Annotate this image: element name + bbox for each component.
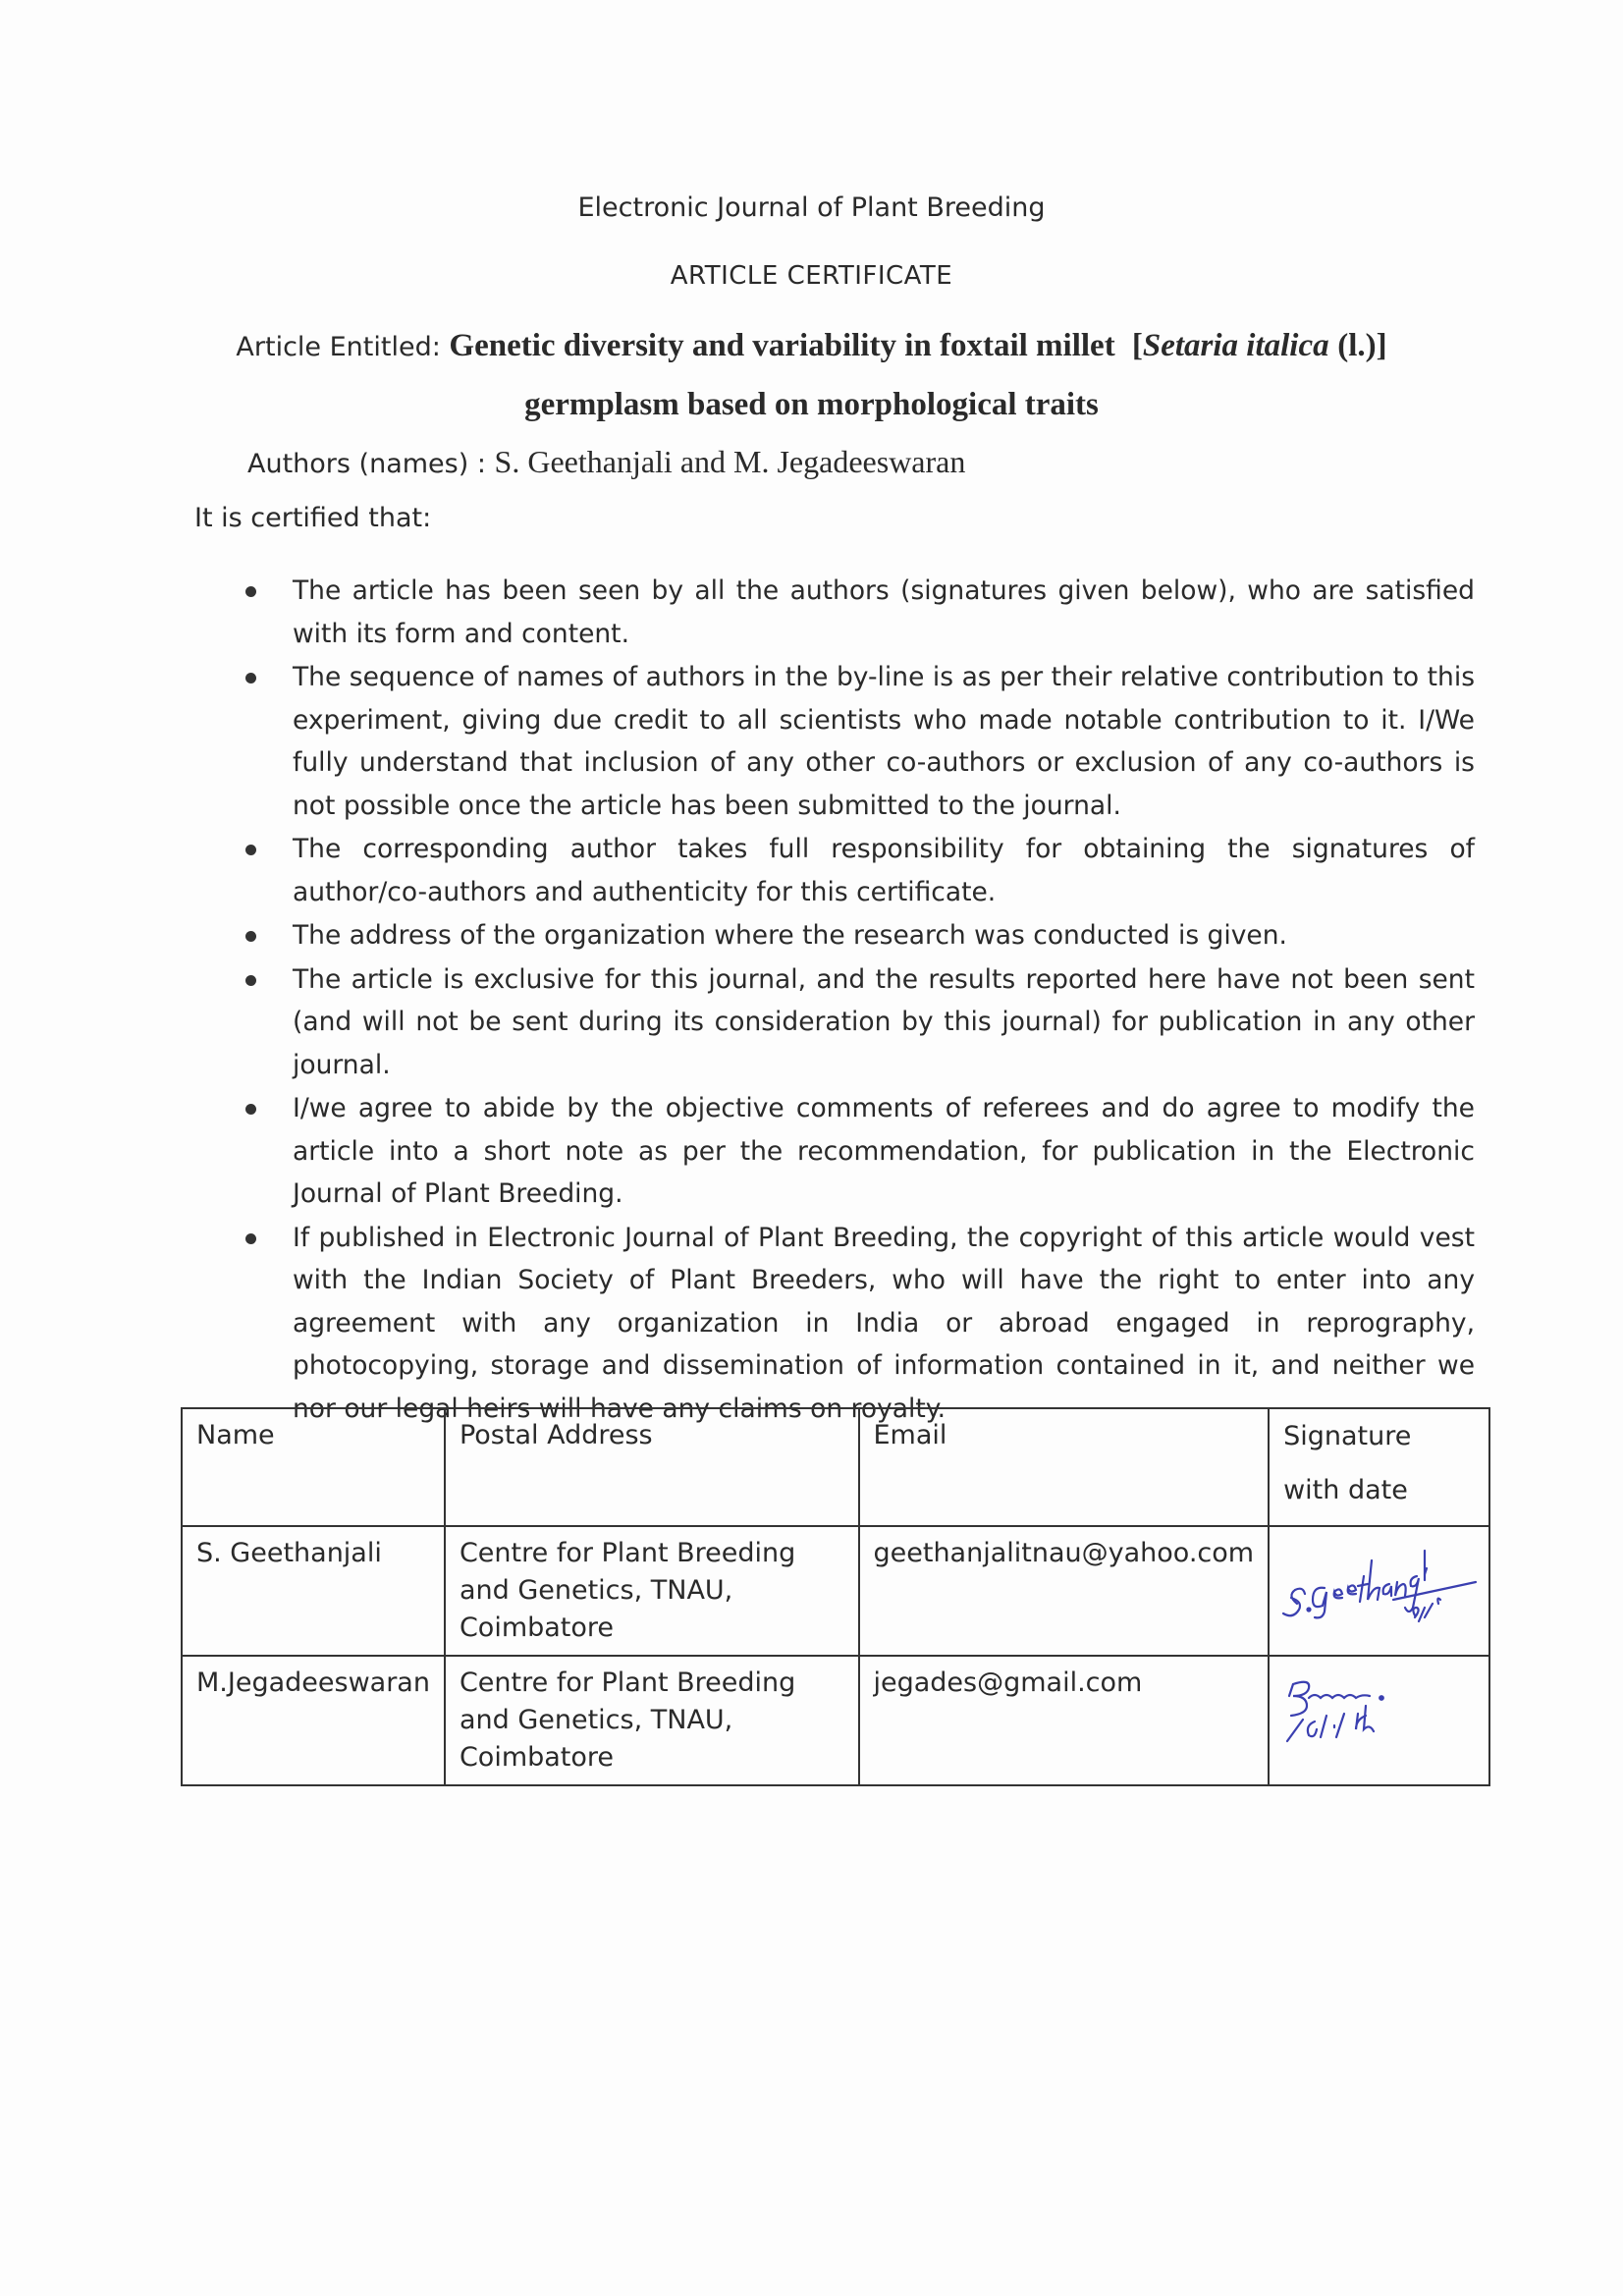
article-title-line-1 xyxy=(0,328,1623,364)
author-name: S. Geethanjali xyxy=(182,1526,445,1656)
table-row xyxy=(182,1526,1489,1656)
certification-point xyxy=(236,914,1475,957)
certification-point xyxy=(236,656,1475,827)
certification-point xyxy=(236,1087,1475,1216)
header-signature: Signature with date xyxy=(1269,1408,1489,1526)
document-type-heading: ARTICLE CERTIFICATE xyxy=(670,261,953,291)
authors-line xyxy=(247,444,965,480)
bullet-icon xyxy=(245,975,256,986)
author-email: jegades@gmail.com xyxy=(859,1656,1270,1785)
table-header-row xyxy=(182,1408,1489,1526)
article-entitled-label: Article Entitled: xyxy=(236,332,441,362)
certification-points xyxy=(236,570,1475,1431)
point-text: If published in Electronic Journal of Plant Breeding, the copyright of this article would vest with the Indian Society of Plant Breeders, who will have the right to enter into any agreement with any organization in India or abroad engaged in reprography, photocopying, storage and dissemination of information contained in it, and neither we nor our legal heirs will have any claims on royalty. xyxy=(293,1222,1475,1424)
species-bracket-close: (l.)] xyxy=(1337,328,1387,363)
bullet-icon xyxy=(245,1233,256,1244)
certification-point xyxy=(236,570,1475,655)
bullet-icon xyxy=(245,1104,256,1115)
point-text: The address of the organization where the research was conducted is given. xyxy=(293,920,1287,951)
article-title-part-1: Genetic diversity and variability in foxtail millet xyxy=(449,328,1115,363)
signature-image xyxy=(1270,1657,1491,1767)
point-text: The article has been seen by all the authors (signatures given below), who are satisfied with its form and content. xyxy=(293,575,1475,649)
author-name: M.Jegadeeswaran xyxy=(182,1656,445,1785)
species-bracket-open: [ xyxy=(1131,328,1143,363)
species-name: Setaria italica xyxy=(1142,328,1329,363)
author-signature xyxy=(1269,1656,1489,1785)
certified-intro: It is certified that: xyxy=(194,503,432,533)
author-email: geethanjalitnau@yahoo.com xyxy=(859,1526,1270,1656)
author-address: Centre for Plant Breeding and Genetics, TNAU, Coimbatore xyxy=(445,1656,859,1785)
authors-label: Authors (names) : xyxy=(247,449,486,479)
bullet-icon xyxy=(245,673,256,683)
journal-name: Electronic Journal of Plant Breeding xyxy=(577,192,1046,223)
article-title-part-2: germplasm based on morphological traits xyxy=(524,387,1099,422)
bullet-icon xyxy=(245,931,256,942)
author-address: Centre for Plant Breeding and Genetics, TNAU, Coimbatore xyxy=(445,1526,859,1656)
bullet-icon xyxy=(245,845,256,855)
header-name: Name xyxy=(182,1408,445,1526)
point-text: The corresponding author takes full responsibility for obtaining the signatures of author/co-authors and authenticity for this certificate. xyxy=(293,834,1475,907)
certification-point xyxy=(236,828,1475,913)
point-text: The article is exclusive for this journal, and the results reported here have not been sent (and will not be sent during its consideration by this journal) for publication in any other journal. xyxy=(293,963,1475,1080)
point-text: The sequence of names of authors in the by-line is as per their relative contribution to this experiment, giving due credit to all scientists who made notable contribution to it. I/We fully understand that inclusion of any other co-authors or exclusion of any co-authors is not possible once the article has been submitted to the journal. xyxy=(293,662,1475,821)
author-signature xyxy=(1269,1526,1489,1656)
signature-image xyxy=(1270,1527,1491,1637)
authors-names: S. Geethanjali and M. Jegadeeswaran xyxy=(494,444,966,479)
bullet-icon xyxy=(245,586,256,597)
certification-point xyxy=(236,1217,1475,1431)
authors-table xyxy=(181,1407,1490,1786)
table-row xyxy=(182,1656,1489,1785)
point-text: I/we agree to abide by the objective comments of referees and do agree to modify the article into a short note as per the recommendation, for publication in the Electronic Journal of Plant Breeding. xyxy=(293,1093,1475,1209)
header-postal-address: Postal Address xyxy=(445,1408,859,1526)
certification-point xyxy=(236,958,1475,1087)
header-email: Email xyxy=(859,1408,1270,1526)
